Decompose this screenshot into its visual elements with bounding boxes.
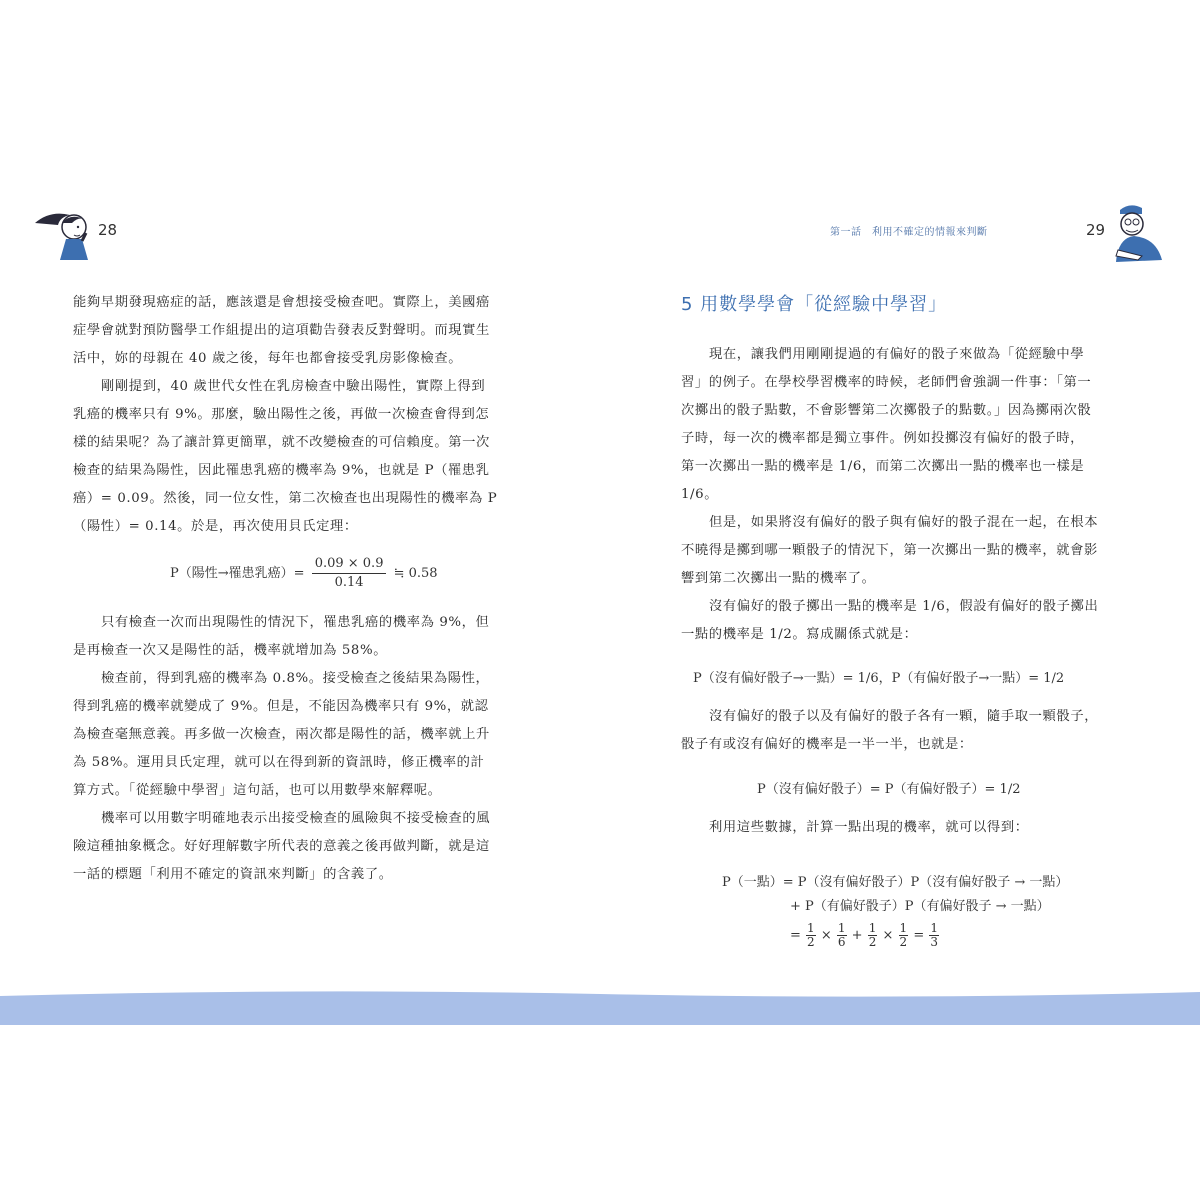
text-line: 1/6。 bbox=[681, 487, 719, 502]
text-line: 子時，每一次的機率都是獨立事件。例如投擲沒有偏好的骰子時， bbox=[681, 431, 1085, 446]
running-head: 第一話 利用不確定的情報來判斷 bbox=[830, 227, 988, 238]
fraction bbox=[929, 922, 939, 949]
equals-sign: = bbox=[790, 928, 801, 943]
denominator: 2 bbox=[807, 935, 815, 949]
denominator: 2 bbox=[868, 935, 877, 949]
formula-result: ≒ 0.58 bbox=[393, 566, 438, 581]
right-paragraph-5 bbox=[681, 814, 1129, 842]
numerator: 1 bbox=[868, 921, 877, 935]
text-line: 機率可以用數字明確地表示出接受檢查的風險與不接受檢查的風 bbox=[101, 811, 491, 826]
formula-lhs: P（陽性→罹患乳癌）= bbox=[170, 566, 305, 581]
text-line: 險這種抽象概念。好好理解數字所代表的意義之後再做判斷，就是這 bbox=[73, 839, 490, 854]
text-line: 是再檢查一次又是陽性的話，機率就增加為 58%。 bbox=[73, 643, 388, 658]
fraction bbox=[806, 922, 816, 949]
total-probability-line-2: + P（有偏好骰子）P（有偏好骰子 → 一點） bbox=[790, 899, 1050, 914]
right-paragraph-1 bbox=[681, 341, 1129, 649]
times-sign: × bbox=[882, 928, 894, 943]
text-line: 響到第二次擲出一點的機率了。 bbox=[681, 571, 876, 586]
numerator: 1 bbox=[899, 921, 908, 935]
right-paragraph-4 bbox=[681, 703, 1129, 759]
text-line: 但是，如果將沒有偏好的骰子與有偏好的骰子混在一起，在根本 bbox=[709, 515, 1099, 530]
text-line: 現在，讓我們用剛剛提過的有偏好的骰子來做為「從經驗中學 bbox=[709, 347, 1085, 362]
text-line: 算方式。「從經驗中學習」這句話，也可以用數學來解釋呢。 bbox=[73, 783, 442, 798]
text-line: 乳癌的機率只有 9%。那麼，驗出陽性之後，再做一次檢查會得到怎 bbox=[73, 407, 490, 422]
man-with-cap-illustration bbox=[1108, 200, 1168, 269]
die-probability-formula: P（沒有偏好骰子→一點）= 1/6，P（有偏好骰子→一點）= 1/2 bbox=[693, 671, 1065, 686]
girl-thinking-illustration bbox=[30, 205, 95, 264]
prior-formula: P（沒有偏好骰子）= P（有偏好骰子）= 1/2 bbox=[757, 782, 1021, 797]
fraction bbox=[837, 922, 847, 949]
text-line: （陽性）= 0.14。於是，再次使用貝氏定理： bbox=[73, 519, 358, 534]
page-number-right: 29 bbox=[1086, 221, 1106, 239]
denominator: 2 bbox=[899, 935, 908, 949]
text-line: 沒有偏好的骰子擲出一點的機率是 1/6，假設有偏好的骰子擲出 bbox=[709, 599, 1099, 614]
plus-sign: + bbox=[851, 928, 863, 943]
text-line: 不曉得是擲到哪一顆骰子的情況下，第一次擲出一點的機率，就會影 bbox=[681, 543, 1098, 558]
text-line: 能夠早期發現癌症的話，應該還是會想接受檢查吧。實際上，美國癌 bbox=[73, 295, 490, 310]
text-line: 為檢查毫無意義。再多做一次檢查，兩次都是陽性的話，機率就上升 bbox=[73, 727, 490, 742]
page-number-left: 28 bbox=[98, 221, 118, 239]
text-line: 第一次擲出一點的機率是 1/6，而第二次擲出一點的機率也一樣是 bbox=[681, 459, 1085, 474]
total-probability-line-3 bbox=[790, 922, 940, 949]
denominator: 3 bbox=[930, 935, 938, 949]
times-sign: × bbox=[820, 928, 832, 943]
numerator: 1 bbox=[837, 921, 846, 935]
total-probability-line-1: P（一點）= P（沒有偏好骰子）P（沒有偏好骰子 → 一點） bbox=[722, 875, 1069, 890]
section-title: 5 用數學學會「從經驗中學習」 bbox=[681, 294, 948, 315]
text-line: 為 58%。運用貝氏定理，就可以在得到新的資訊時，修正機率的計 bbox=[73, 755, 485, 770]
text-line: 檢查的結果為陽性，因此罹患乳癌的機率為 9%，也就是 P（罹患乳 bbox=[73, 463, 490, 478]
text-line: 活中，妳的母親在 40 歲之後，每年也都會接受乳房影像檢查。 bbox=[73, 351, 463, 366]
text-line: 檢查前，得到乳癌的機率為 0.8%。接受檢查之後結果為陽性， bbox=[101, 671, 490, 686]
text-line: 一點的機率是 1/2。寫成關係式就是： bbox=[681, 627, 918, 642]
text-line: 習」的例子。在學校學習機率的時候，老師們會強調一件事：「第一 bbox=[681, 375, 1092, 390]
text-line: 只有檢查一次而出現陽性的情況下，罹患乳癌的機率為 9%，但 bbox=[101, 615, 490, 630]
left-paragraph-2 bbox=[73, 373, 521, 541]
bottom-wave-band bbox=[0, 988, 1200, 1025]
text-line: 樣的結果呢？為了讓計算更簡單，就不改變檢查的可信賴度。第一次 bbox=[73, 435, 490, 450]
fraction bbox=[899, 922, 909, 949]
text-line: 骰子有或沒有偏好的機率是一半一半，也就是： bbox=[681, 737, 973, 752]
text-line: 癌）= 0.09。然後，同一位女性，第二次檢查也出現陽性的機率為 P bbox=[73, 491, 498, 506]
bayes-formula bbox=[170, 555, 438, 592]
numerator: 1 bbox=[930, 921, 938, 935]
text-line: 一話的標題「利用不確定的資訊來判斷」的含義了。 bbox=[73, 867, 393, 882]
left-paragraph-1 bbox=[73, 289, 521, 373]
denominator: 6 bbox=[837, 935, 846, 949]
formula-denominator: 0.14 bbox=[334, 575, 364, 590]
text-line: 剛剛提到，40 歲世代女性在乳房檢查中驗出陽性，實際上得到 bbox=[101, 379, 486, 394]
text-line: 症學會就對預防醫學工作組提出的這項勸告發表反對聲明。而現實生 bbox=[73, 323, 490, 338]
text-line: 得到乳癌的機率就變成了 9%。但是，不能因為機率只有 9%，就認 bbox=[73, 699, 489, 714]
text-line: 次擲出的骰子點數，不會影響第二次擲骰子的點數。」因為擲兩次骰 bbox=[681, 403, 1092, 418]
text-line: 沒有偏好的骰子以及有偏好的骰子各有一顆，隨手取一顆骰子， bbox=[709, 709, 1099, 724]
formula-numerator: 0.09 × 0.9 bbox=[312, 555, 387, 574]
left-paragraph-3 bbox=[73, 609, 521, 889]
fraction bbox=[868, 922, 878, 949]
text-line: 利用這些數據，計算一點出現的機率，就可以得到： bbox=[709, 820, 1029, 835]
numerator: 1 bbox=[807, 921, 815, 935]
equals-sign: = bbox=[913, 928, 925, 943]
formula-fraction bbox=[312, 555, 387, 592]
